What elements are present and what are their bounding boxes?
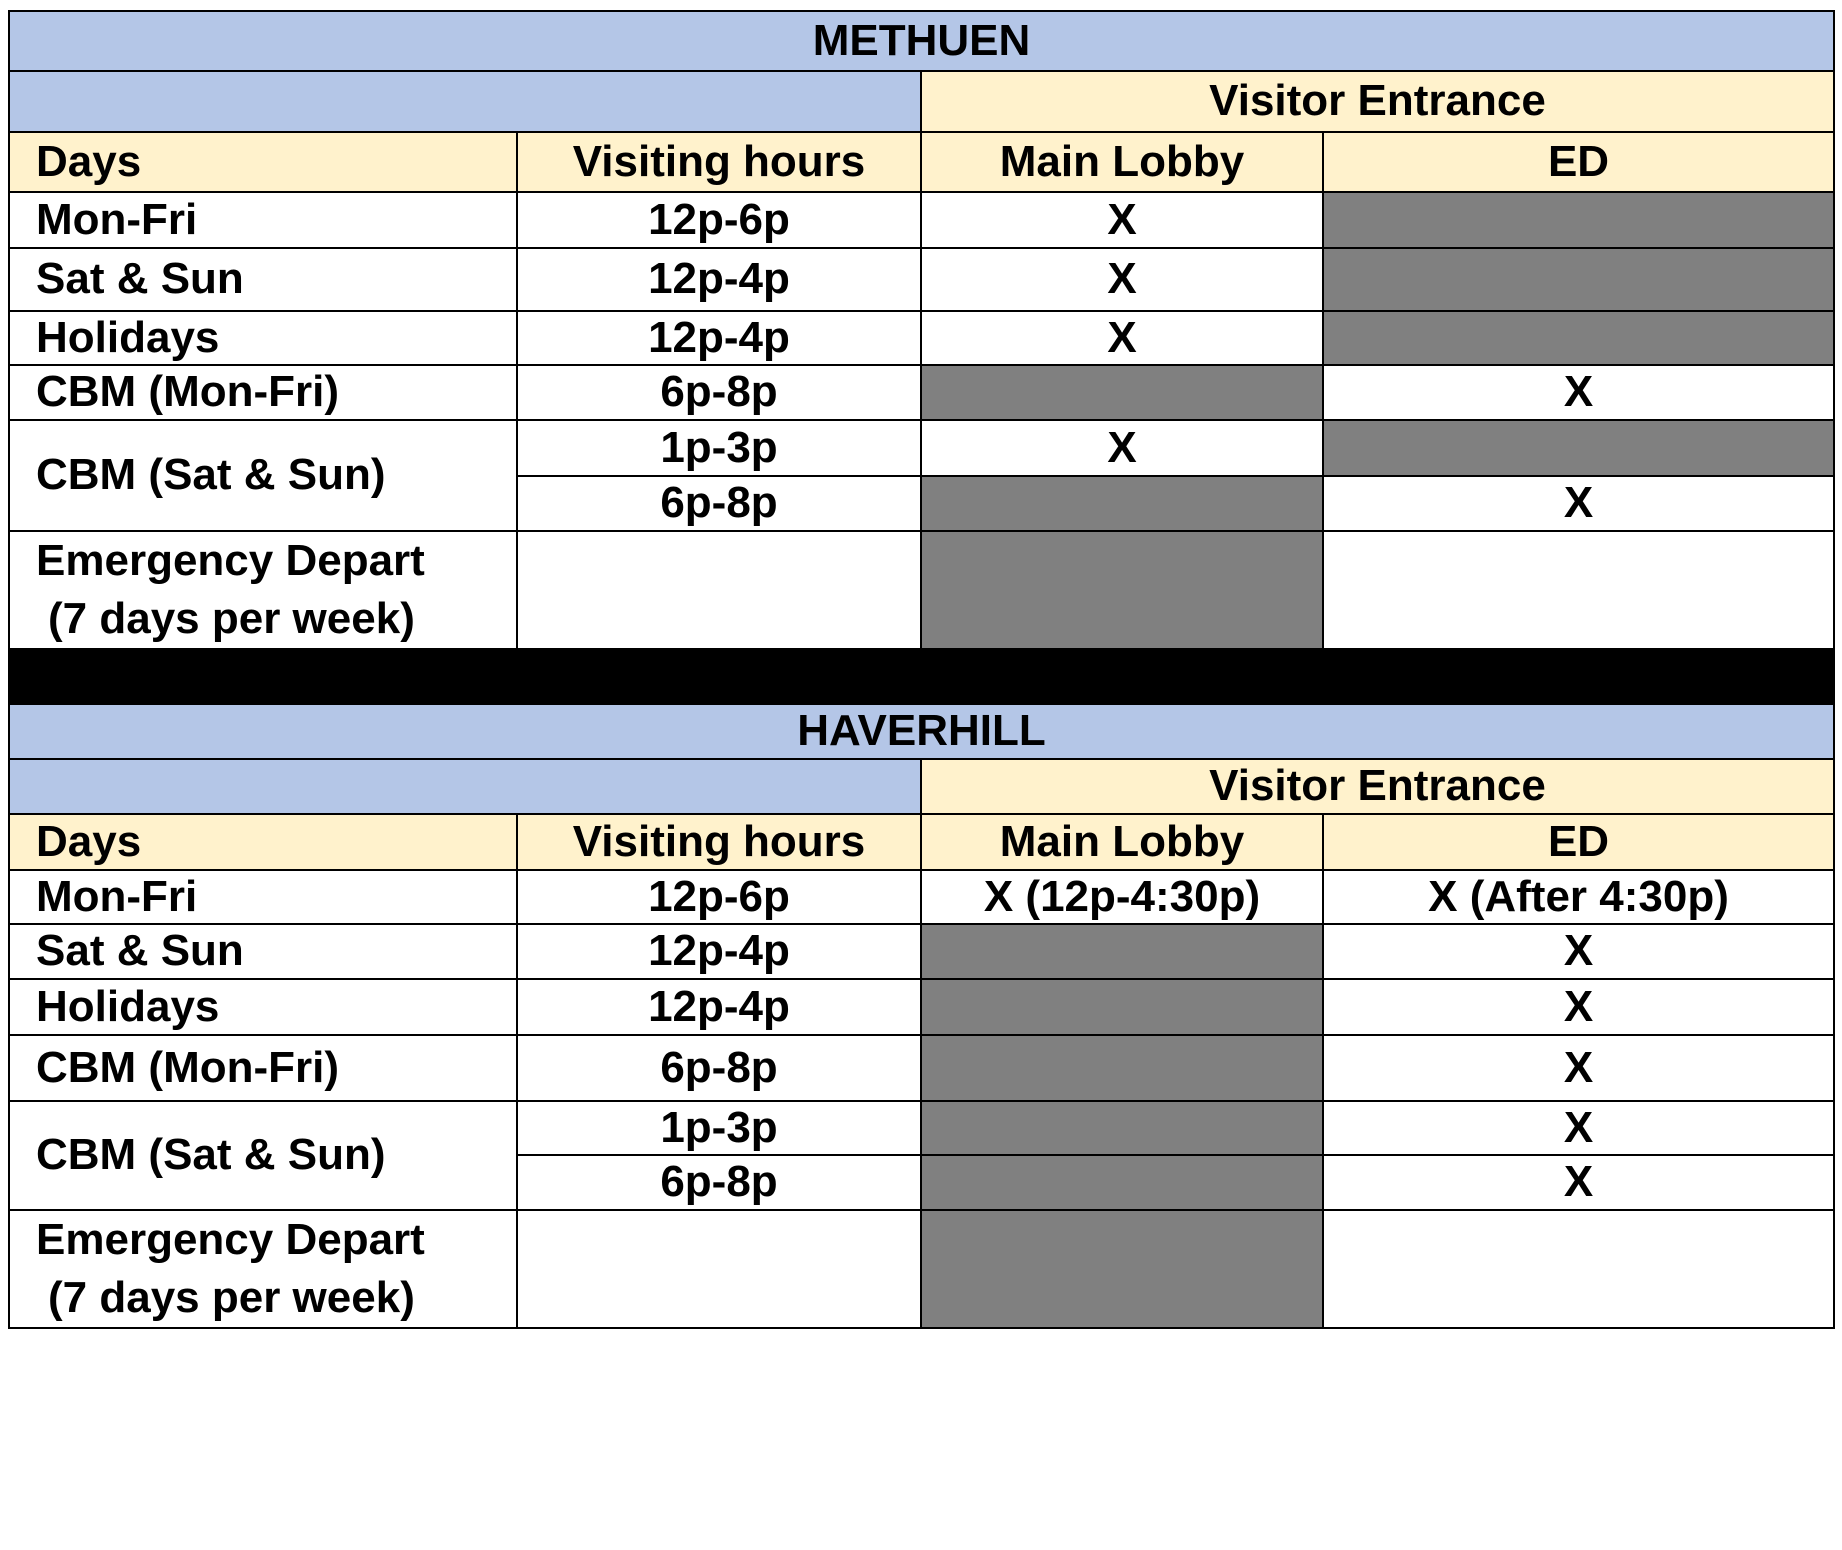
haverhill-days-cell: Sat & Sun: [9, 924, 517, 979]
methuen-hours-cell: 1p-3p: [517, 420, 921, 476]
methuen-ed-cell: X: [1323, 365, 1834, 420]
methuen-column-header-row: [9, 132, 1834, 192]
methuen-ed-cell-unavailable: [1323, 192, 1834, 248]
methuen-days-cell: CBM (Mon-Fri): [9, 365, 517, 420]
haverhill-group-header-row: [9, 759, 1834, 814]
methuen-title: METHUEN: [9, 11, 1834, 71]
haverhill-main-lobby-cell-unavailable: [921, 1155, 1323, 1210]
haverhill-ed-header: ED: [1323, 814, 1834, 870]
methuen-ed-cell-unavailable: [1323, 248, 1834, 311]
methuen-hours-cell: 6p-8p: [517, 476, 921, 531]
haverhill-main-lobby-cell-unavailable: [921, 1035, 1323, 1101]
haverhill-ed-cell: X: [1323, 1155, 1834, 1210]
haverhill-hours-cell: 12p-4p: [517, 924, 921, 979]
haverhill-main-lobby-cell: X (12p-4:30p): [921, 870, 1323, 924]
methuen-ed-cell: [1323, 531, 1834, 649]
haverhill-ed-cell: X: [1323, 1035, 1834, 1101]
section-separator: [9, 649, 1834, 704]
haverhill-ed-cell: X: [1323, 979, 1834, 1035]
haverhill-main-lobby-cell-unavailable: [921, 1210, 1323, 1328]
methuen-days-cell: CBM (Sat & Sun): [9, 420, 517, 531]
table-row: [9, 248, 1834, 311]
methuen-days-cell-emergency: [9, 531, 517, 649]
methuen-emergency-line2: (7 days per week): [48, 594, 415, 644]
table-row: [9, 924, 1834, 979]
methuen-ed-cell: X: [1323, 476, 1834, 531]
haverhill-main-lobby-cell-unavailable: [921, 924, 1323, 979]
methuen-main-lobby-cell-unavailable: [921, 531, 1323, 649]
visiting-hours-table: [8, 10, 1835, 1329]
methuen-main-lobby-cell-unavailable: [921, 365, 1323, 420]
table-row: [9, 979, 1834, 1035]
table-row: [9, 531, 1834, 649]
haverhill-days-cell: CBM (Sat & Sun): [9, 1101, 517, 1210]
haverhill-title: HAVERHILL: [9, 704, 1834, 759]
methuen-days-cell: Mon-Fri: [9, 192, 517, 248]
methuen-hours-cell: [517, 531, 921, 649]
table-row: [9, 1210, 1834, 1328]
methuen-main-lobby-cell: X: [921, 420, 1323, 476]
haverhill-visitor-entrance-header: Visitor Entrance: [921, 759, 1834, 814]
haverhill-days-header: Days: [9, 814, 517, 870]
methuen-main-lobby-cell: X: [921, 192, 1323, 248]
methuen-group-header-blank: [9, 71, 921, 132]
haverhill-ed-cell: X: [1323, 924, 1834, 979]
methuen-main-lobby-cell: X: [921, 311, 1323, 365]
haverhill-main-lobby-header: Main Lobby: [921, 814, 1323, 870]
table-row: [9, 311, 1834, 365]
methuen-main-lobby-header: Main Lobby: [921, 132, 1323, 192]
methuen-hours-cell: 12p-4p: [517, 311, 921, 365]
table-row: [9, 365, 1834, 420]
visiting-hours-sheet: [8, 10, 1833, 1329]
methuen-ed-header: ED: [1323, 132, 1834, 192]
haverhill-hours-cell: 12p-6p: [517, 870, 921, 924]
haverhill-main-lobby-cell-unavailable: [921, 1101, 1323, 1155]
haverhill-hours-cell: 6p-8p: [517, 1155, 921, 1210]
methuen-days-cell: Sat & Sun: [9, 248, 517, 311]
haverhill-ed-cell: [1323, 1210, 1834, 1328]
haverhill-days-cell: Mon-Fri: [9, 870, 517, 924]
methuen-visitor-entrance-header: Visitor Entrance: [921, 71, 1834, 132]
methuen-ed-cell-unavailable: [1323, 311, 1834, 365]
methuen-title-row: [9, 11, 1834, 71]
methuen-main-lobby-cell: X: [921, 248, 1323, 311]
table-row: [9, 1101, 1834, 1155]
haverhill-visiting-hours-header: Visiting hours: [517, 814, 921, 870]
separator-bar: [9, 649, 1834, 704]
haverhill-column-header-row: [9, 814, 1834, 870]
methuen-hours-cell: 12p-6p: [517, 192, 921, 248]
table-row: [9, 420, 1834, 476]
methuen-hours-cell: 6p-8p: [517, 365, 921, 420]
methuen-hours-cell: 12p-4p: [517, 248, 921, 311]
haverhill-days-cell: Holidays: [9, 979, 517, 1035]
haverhill-main-lobby-cell-unavailable: [921, 979, 1323, 1035]
haverhill-hours-cell: 12p-4p: [517, 979, 921, 1035]
methuen-main-lobby-cell-unavailable: [921, 476, 1323, 531]
haverhill-days-cell: CBM (Mon-Fri): [9, 1035, 517, 1101]
methuen-days-header: Days: [9, 132, 517, 192]
haverhill-ed-cell: X: [1323, 1101, 1834, 1155]
methuen-visiting-hours-header: Visiting hours: [517, 132, 921, 192]
haverhill-title-row: [9, 704, 1834, 759]
table-row: [9, 1035, 1834, 1101]
haverhill-days-cell-emergency: [9, 1210, 517, 1328]
haverhill-ed-cell: X (After 4:30p): [1323, 870, 1834, 924]
table-row: [9, 870, 1834, 924]
methuen-group-header-row: [9, 71, 1834, 132]
methuen-emergency-line1: Emergency Depart: [36, 536, 425, 585]
table-row: [9, 192, 1834, 248]
haverhill-hours-cell: 1p-3p: [517, 1101, 921, 1155]
haverhill-hours-cell: 6p-8p: [517, 1035, 921, 1101]
haverhill-emergency-line1: Emergency Depart: [36, 1215, 425, 1265]
haverhill-hours-cell: [517, 1210, 921, 1328]
haverhill-group-header-blank: [9, 759, 921, 814]
methuen-ed-cell-unavailable: [1323, 420, 1834, 476]
haverhill-emergency-line2: (7 days per week): [48, 1273, 415, 1323]
methuen-days-cell: Holidays: [9, 311, 517, 365]
